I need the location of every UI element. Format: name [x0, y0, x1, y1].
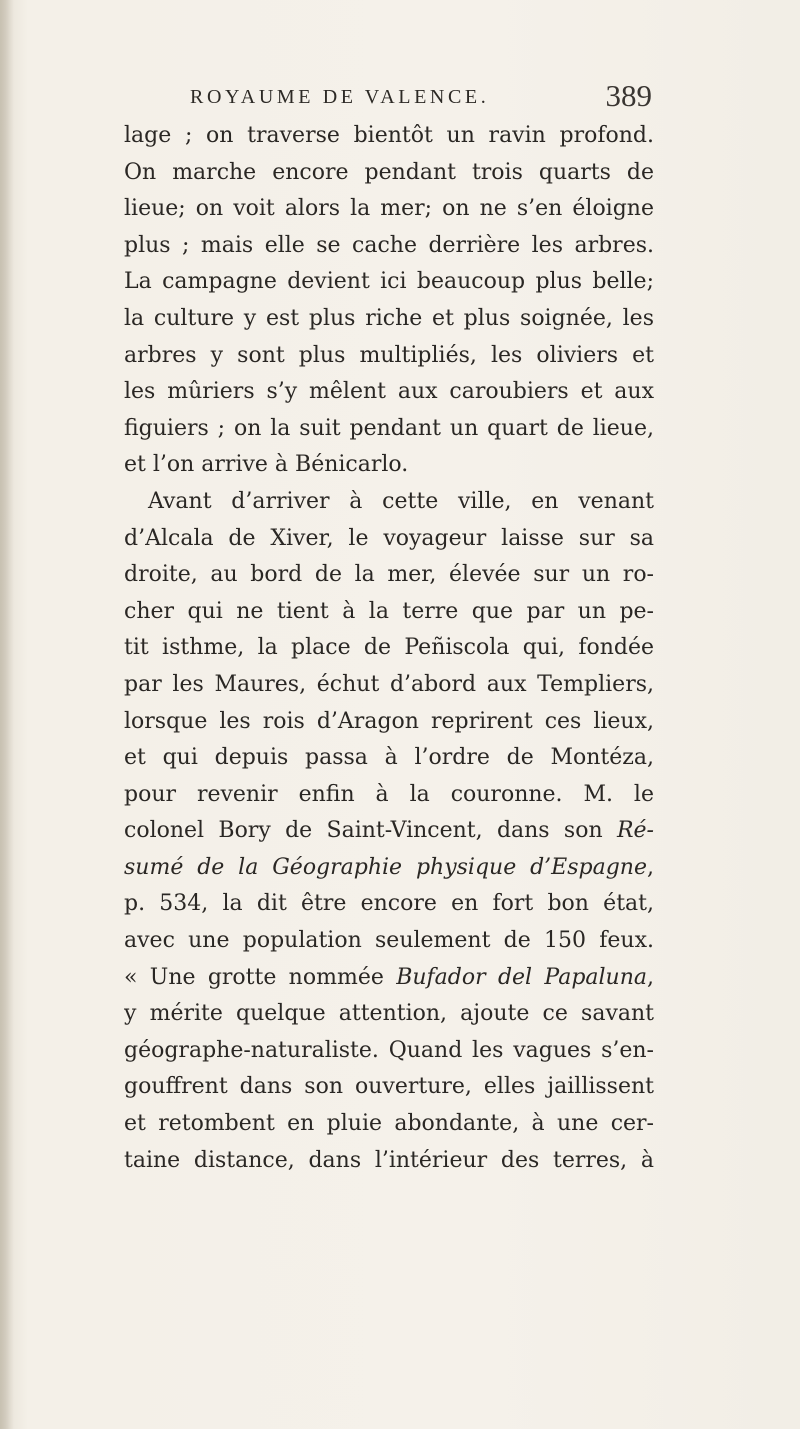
text-line: droite, au bord de la mer, élevée sur un ro- — [124, 562, 654, 588]
text-line: la culture y est plus riche et plus soignée, les — [124, 305, 654, 331]
running-title: ROYAUME DE VALENCE. — [190, 86, 490, 108]
text-line: gouffrent dans son ouverture, elles jaillissent — [124, 1074, 654, 1100]
paragraph-2 — [124, 484, 654, 1179]
italic-place-name: Bufador del Papaluna — [396, 964, 648, 990]
text-line: arbres y sont plus multipliés, les oliviers et — [124, 342, 654, 368]
text-line: les mûriers s’y mêlent aux caroubiers et aux — [124, 379, 654, 405]
text-line: figuiers ; on la suit pendant un quart de lieue, — [124, 415, 654, 441]
text-line: cher qui ne tient à la terre que par un pe- — [124, 598, 654, 624]
text-line: lorsque les rois d’Aragon reprirent ces lieux, — [124, 708, 654, 734]
page-header — [190, 76, 652, 116]
text-fragment: « Une grotte nommée — [124, 964, 384, 990]
text-line: La campagne devient ici beaucoup plus belle; — [124, 269, 654, 295]
text-line: avec une population seulement de 150 feux. — [124, 928, 654, 954]
text-line: lage ; on traverse bientôt un ravin profond. — [124, 123, 654, 148]
text-line: y mérite quelque attention, ajoute ce savant — [124, 1001, 654, 1027]
binding-gutter-shadow — [0, 0, 14, 1429]
italic-title-fragment: Géographie physique d’Espagne — [272, 854, 647, 880]
text-fragment: colonel Bory de Saint-Vincent, dans son — [124, 818, 603, 844]
italic-title-fragment: sumé de la — [124, 854, 259, 880]
paragraph-1 — [124, 118, 654, 484]
text-line: tit isthme, la place de Peñiscola qui, fondée — [124, 635, 654, 661]
page-number: 389 — [605, 78, 652, 113]
text-line-with-italic — [124, 813, 654, 850]
text-line: On marche encore pendant trois quarts de — [124, 159, 654, 185]
text-line: d’Alcala de Xiver, le voyageur laisse sur sa — [124, 525, 654, 551]
text-line-with-italic: sumé de la Géographie physique d’Espagne, — [124, 854, 654, 880]
text-line: pour revenir enfin à la couronne. M. le — [124, 781, 654, 807]
text-line: taine distance, dans l’intérieur des terres, à — [124, 1147, 654, 1173]
body-text — [124, 118, 654, 1179]
text-line: Avant d’arriver à cette ville, en venant — [148, 488, 654, 514]
text-line: p. 534, la dit être encore en fort bon état, — [124, 891, 654, 917]
text-line: et retombent en pluie abondante, à une cer- — [124, 1111, 654, 1137]
text-line: et l’on arrive à Bénicarlo. — [124, 452, 409, 478]
text-line: géographe-naturaliste. Quand les vagues s’en- — [124, 1037, 654, 1063]
text-line: et qui depuis passa à l’ordre de Montéza, — [124, 745, 654, 771]
italic-title-fragment: Ré- — [616, 818, 654, 844]
text-line: lieue; on voit alors la mer; on ne s’en éloigne — [124, 196, 654, 222]
text-line: plus ; mais elle se cache derrière les arbres. — [124, 232, 654, 258]
text-line: par les Maures, échut d’abord aux Templiers, — [124, 671, 654, 697]
text-line-with-italic: « Une grotte nommée Bufador del Papaluna, — [124, 964, 654, 990]
